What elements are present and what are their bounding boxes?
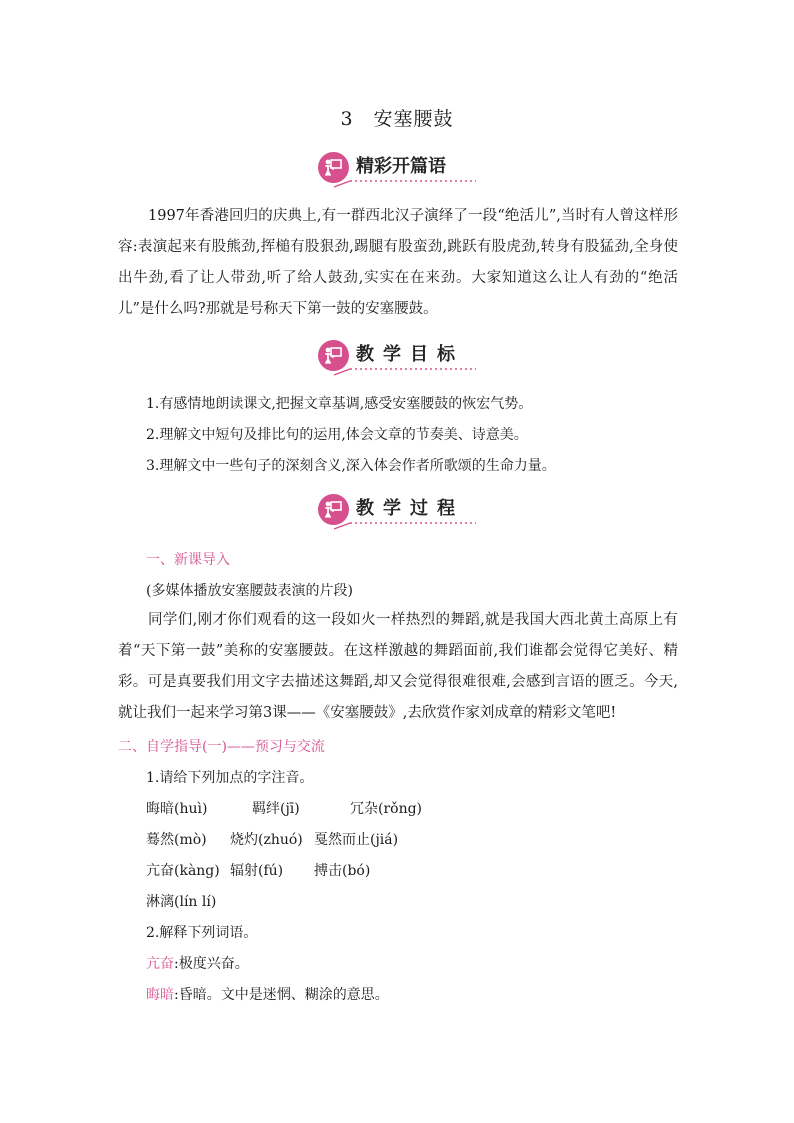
definition-sep: : [174,987,179,1003]
pinyin-item: 冗杂(rǒng) [350,801,423,817]
part1-note: (多媒体播放安塞腰鼓表演的片段) [146,583,353,599]
pinyin-item: 晦暗(huì) [146,801,208,817]
intro-paragraph: 1997年香港回归的庆典上,有一群西北汉子演绎了一段“绝活儿”,当时有人曾这样形容:表演起来有股熊劲,挥槌有股狠劲,踢腿有股蛮劲,跳跃有股虎劲,转身有股猛劲,全身使出牛劲,看了让人带劲,听了给人鼓劲,实实在在来劲。大家知道这么让人有劲的“绝活儿”是什么吗?那就是号称天下第一鼓的安塞腰鼓。 [118,208,678,317]
pinyin-item: 羁绊(jī) [252,801,300,817]
pinyin-item: 搏击(bó) [314,863,371,879]
goal-item: 3.理解文中一些句子的深刻含义,深入体会作者所歌颂的生命力量。 [146,458,556,474]
pinyin-row [146,891,666,913]
goal-item: 1.有感情地朗读课文,把握文章基调,感受安塞腰鼓的恢宏气势。 [146,396,533,412]
section-header-goals [0,338,794,378]
pinyin-row [146,829,666,851]
pinyin-item: 淋漓(lín lí) [146,894,217,910]
definition-meaning: 昏暗。文中是迷惘、糊涂的意思。 [178,987,389,1003]
definition-meaning: 极度兴奋。 [178,956,249,972]
section-header-intro [0,150,794,190]
pinyin-row [146,798,666,820]
pinyin-item: 辐射(fú) [230,863,284,879]
teacher-board-icon [318,152,349,183]
part2-heading: 二、自学指导(一)——预习与交流 [118,739,325,755]
pinyin-item: 烧灼(zhuó) [230,832,303,848]
definition-item [146,984,706,1006]
header-underline [334,180,476,188]
section-title-process: 教学过程 [356,498,464,519]
section-title-goals: 教学目标 [356,344,464,365]
definition-item [146,953,706,975]
pinyin-item: 蓦然(mò) [146,832,207,848]
definition-term: 晦暗 [146,987,174,1003]
header-underline [334,522,476,530]
pinyin-row [146,860,666,882]
teacher-board-icon [318,340,349,371]
part1-paragraph: 同学们,刚才你们观看的这一段如火一样热烈的舞蹈,就是我国大西北黄土高原上有着“天下第一鼓”美称的安塞腰鼓。在这样激越的舞蹈面前,我们谁都会觉得它美好、精彩。可是真要我们用文字去描述这舞蹈,却又会觉得很难很难,会感到言语的匮乏。今天,就让我们一起来学习第3课——《安塞腰鼓》,去欣赏作家刘成章的精彩文笔吧! [118,612,678,721]
definition-sep: : [174,956,179,972]
task2-label: 2.解释下列词语。 [146,925,258,941]
page-title: 3 安塞腰鼓 [340,108,454,130]
pinyin-item: 戛然而止(jiá) [314,832,399,848]
header-underline [334,368,476,376]
section-title-intro: 精彩开篇语 [356,156,446,177]
section-header-process [0,492,794,532]
teacher-board-icon [318,494,349,525]
part1-heading: 一、新课导入 [146,552,230,568]
goal-item: 2.理解文中短句及排比句的运用,体会文章的节奏美、诗意美。 [146,427,528,443]
definition-term: 亢奋 [146,956,174,972]
task1-label: 1.请给下列加点的字注音。 [146,770,314,786]
pinyin-item: 亢奋(kàng) [146,863,220,879]
